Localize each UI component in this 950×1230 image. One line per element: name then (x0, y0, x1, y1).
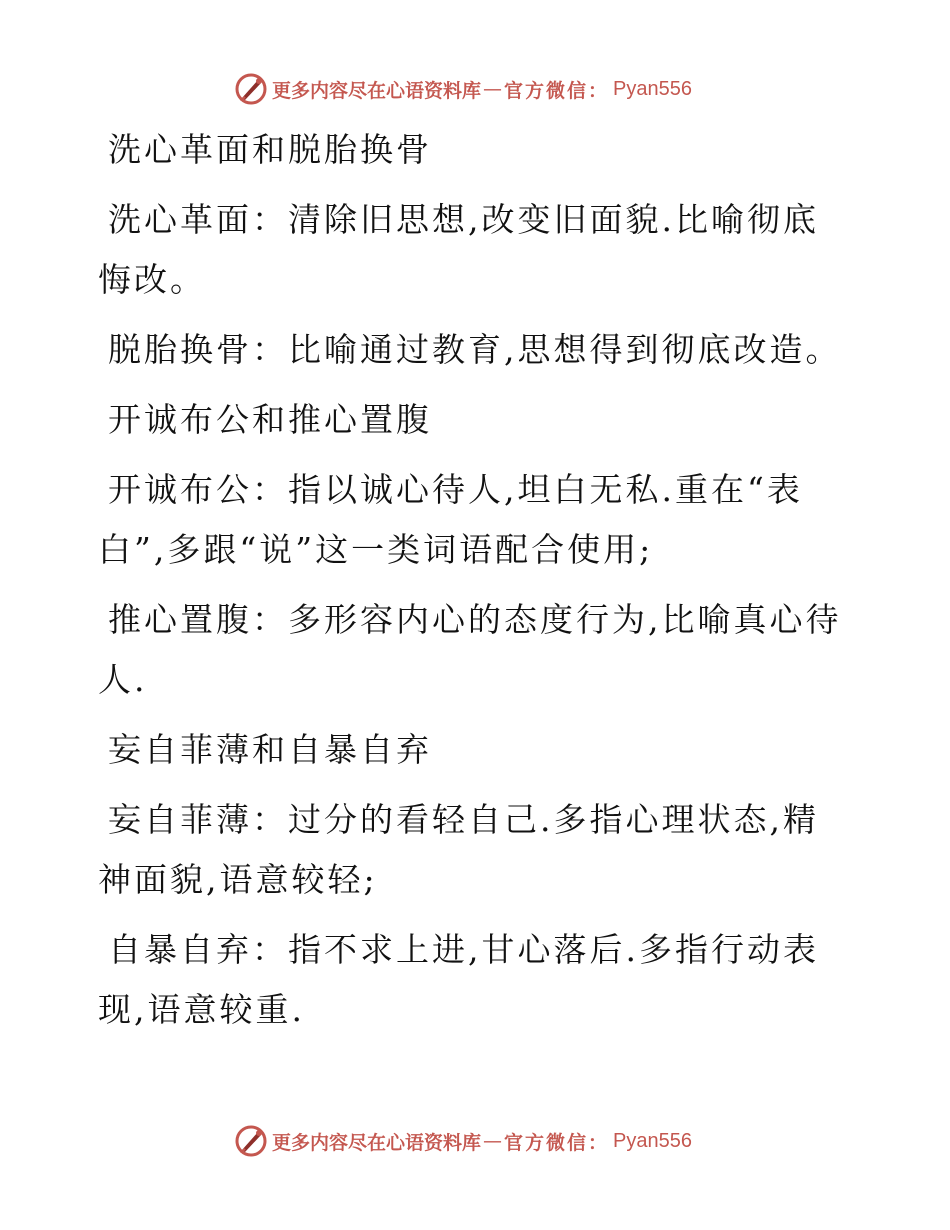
banner-wechat-label: 官方微信： (504, 1131, 610, 1154)
definition-paragraph: 洗心革面：清除旧思想,改变旧面貌.比喻彻底悔改。 (98, 200, 819, 299)
banner-main-text: 更多内容尽在心语资料库 (272, 1131, 482, 1154)
definition-paragraph: 妄自菲薄：过分的看轻自己.多指心理状态,精神面貌,语意较轻; (98, 800, 819, 899)
banner-dash: — (483, 78, 503, 100)
definition-paragraph: 推心置腹：多形容内心的态度行为,比喻真心待人. (98, 600, 842, 699)
footer-banner (234, 1124, 692, 1158)
banner-main-text: 更多内容尽在心语资料库 (272, 79, 482, 102)
section-heading-2: 开诚布公和推心置腹 (108, 400, 432, 439)
banner-wechat-id: Pyan556 (613, 1129, 692, 1152)
quill-logo-icon (234, 72, 268, 106)
quill-logo-icon (234, 1124, 268, 1158)
section-heading-1: 洗心革面和脱胎换骨 (108, 130, 432, 169)
definition-paragraph: 开诚布公：指以诚心待人,坦白无私.重在“表白”,多跟“说”这一类词语配合使用; (98, 470, 803, 569)
definition-paragraph: 脱胎换骨：比喻通过教育,思想得到彻底改造。 (108, 330, 842, 369)
header-banner (234, 72, 692, 106)
definition-paragraph: 自暴自弃：指不求上进,甘心落后.多指行动表现,语意较重. (98, 930, 819, 1029)
banner-wechat-label: 官方微信： (504, 79, 610, 102)
banner-wechat-id: Pyan556 (613, 77, 692, 100)
banner-dash: — (483, 1130, 503, 1152)
document-body (98, 120, 850, 1050)
section-heading-3: 妄自菲薄和自暴自弃 (108, 730, 432, 769)
